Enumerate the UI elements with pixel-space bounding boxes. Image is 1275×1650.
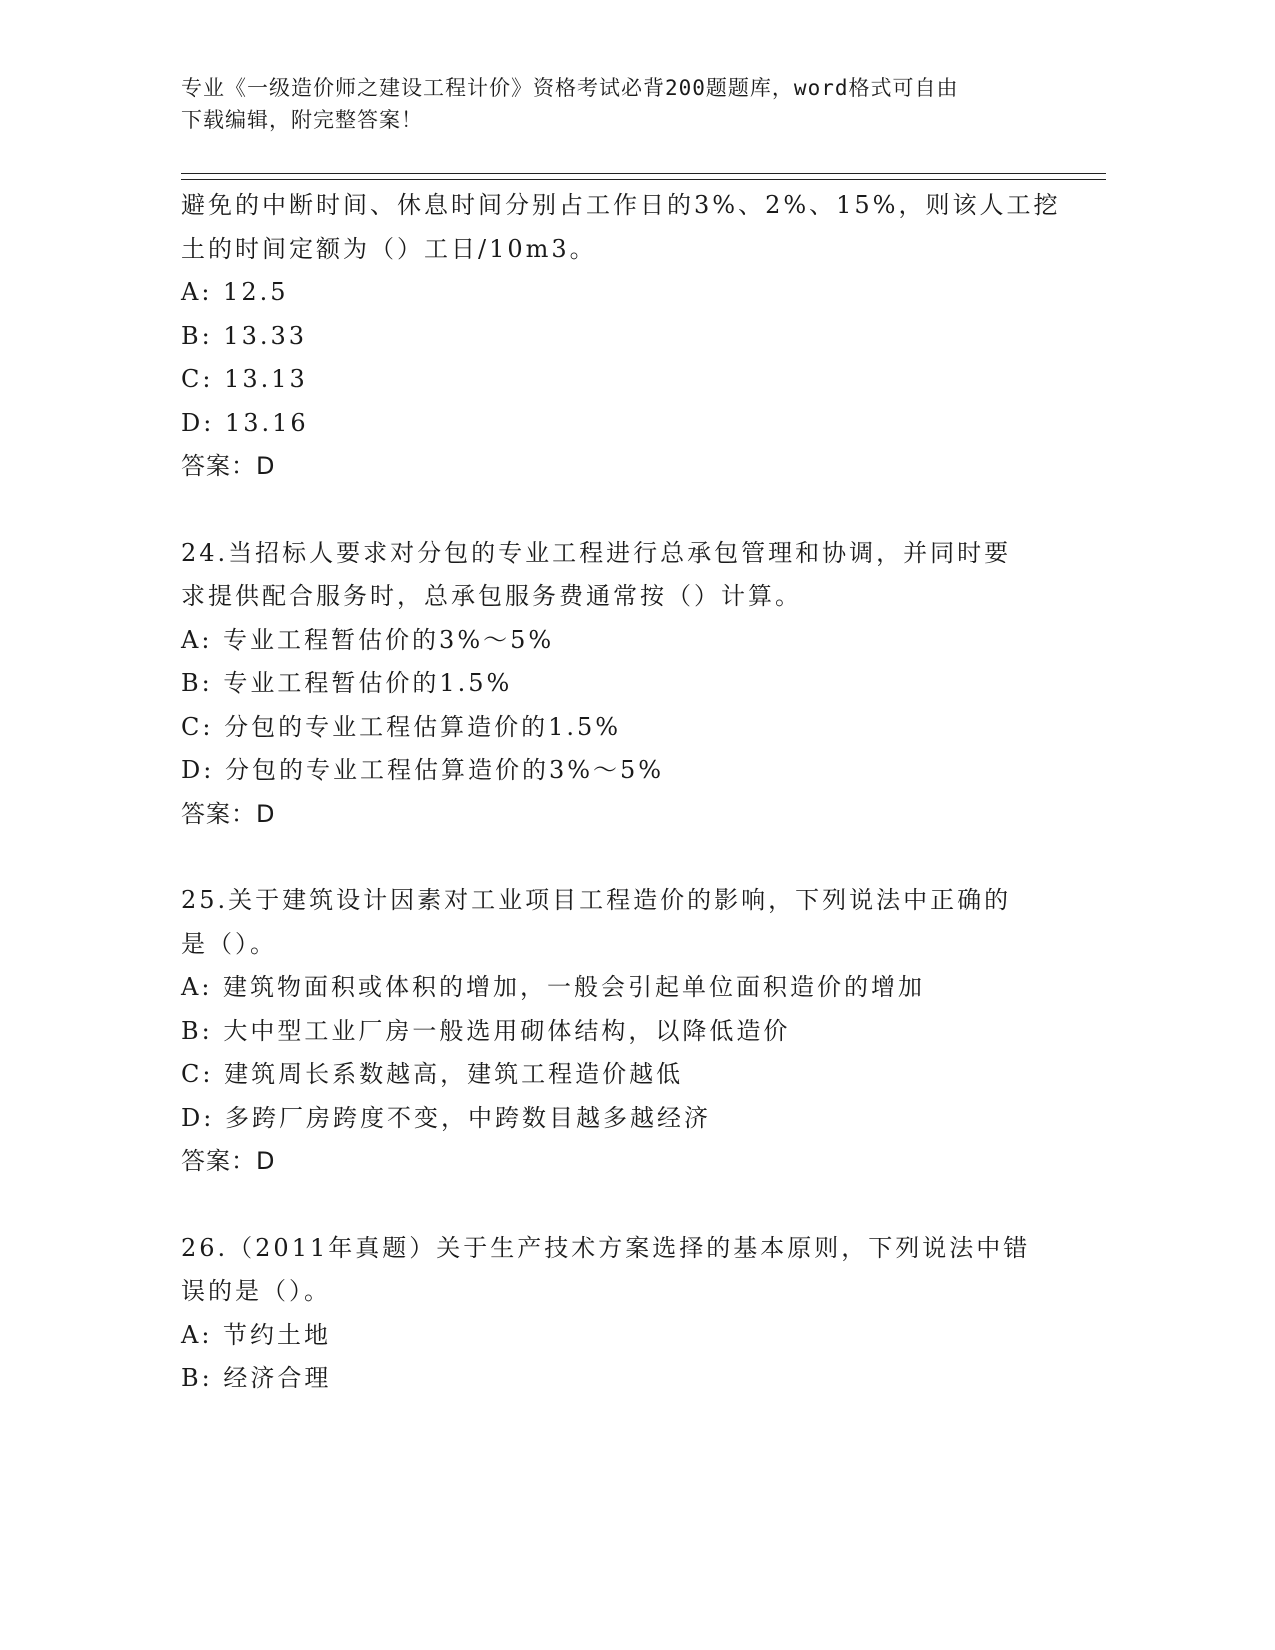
option-b: B: 大中型工业厂房一般选用砌体结构，以降低造价 [181,1016,791,1045]
question-item [181,184,1081,489]
question-stem-line: 避免的中断时间、休息时间分别占工作日的3%、2%、15%，则该人工挖 [181,191,1061,219]
question-item [181,1227,1081,1401]
question-stem-line: 误的是（）。 [181,1277,331,1305]
header-title-line-1: 专业《一级造价师之建设工程计价》资格考试必背200题题库，word格式可自由 [181,76,959,100]
option-b: B: 13.33 [181,321,308,350]
option-c: C: 分包的专业工程估算造价的1.5% [181,712,622,741]
document-header [181,72,1081,136]
option-c: C: 13.13 [181,365,308,393]
option-a: A: 12.5 [181,278,289,306]
header-divider-bottom [181,179,1106,180]
header-divider-top [181,173,1106,174]
option-c: C: 建筑周长系数越高，建筑工程造价越低 [181,1060,684,1088]
option-a: A: 建筑物面积或体积的增加，一般会引起单位面积造价的增加 [181,973,926,1001]
option-d: D: 分包的专业工程估算造价的3%～5% [181,756,665,784]
option-d: D: 多跨厂房跨度不变，中跨数目越多越经济 [181,1103,711,1132]
question-item [181,879,1081,1184]
question-stem-line: 24.当招标人要求对分包的专业工程进行总承包管理和协调，并同时要 [181,538,1012,567]
question-stem-line: 求提供配合服务时，总承包服务费通常按（）计算。 [181,582,802,610]
question-stem-line: 26.（2011年真题）关于生产技术方案选择的基本原则，下列说法中错 [181,1233,1031,1262]
header-title-line-2: 下载编辑，附完整答案！ [181,108,423,132]
answer-line: 答案：D [181,452,276,480]
option-a: A: 节约土地 [181,1320,332,1349]
question-stem-line: 土的时间定额为（）工日/10m3。 [181,234,597,263]
question-stem-line: 是（）。 [181,929,277,958]
answer-line: 答案：D [181,799,276,828]
answer-line: 答案：D [181,1147,276,1175]
question-stem-line: 25.关于建筑设计因素对工业项目工程造价的影响，下列说法中正确的 [181,886,1012,914]
question-list [181,184,1081,1444]
option-d: D: 13.16 [181,408,309,437]
option-a: A: 专业工程暂估价的3%～5% [181,625,555,654]
option-b: B: 专业工程暂估价的1.5% [181,669,513,697]
option-b: B: 经济合理 [181,1364,332,1392]
question-item [181,532,1081,837]
